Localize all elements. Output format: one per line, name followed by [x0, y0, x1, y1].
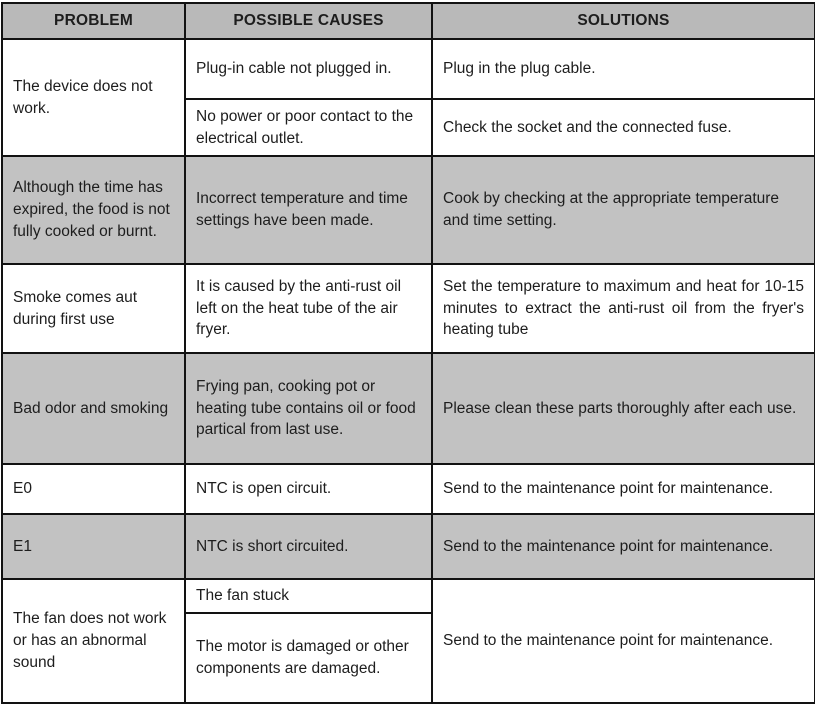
cell-solution: Set the temperature to maximum and heat for 10-15 minutes to extract the anti-rust oil from the fryer's heating tube [432, 264, 815, 353]
cell-problem: Smoke comes aut during first use [2, 264, 185, 353]
cell-solution: Send to the maintenance point for maintenance. [432, 514, 815, 579]
cell-solution: Send to the maintenance point for maintenance. [432, 464, 815, 514]
cell-problem: Bad odor and smoking [2, 353, 185, 464]
table-row [2, 579, 815, 613]
cell-cause: No power or poor contact to the electrical outlet. [185, 99, 432, 156]
cell-solution: Check the socket and the connected fuse. [432, 99, 815, 156]
cell-solution: Send to the maintenance point for maintenance. [432, 579, 815, 703]
cell-cause: Plug-in cable not plugged in. [185, 39, 432, 99]
table-row [2, 464, 815, 514]
cell-cause: NTC is open circuit. [185, 464, 432, 514]
header-problem: PROBLEM [2, 3, 185, 39]
cell-problem: E1 [2, 514, 185, 579]
header-solutions: SOLUTIONS [432, 3, 815, 39]
troubleshooting-table [1, 2, 815, 704]
cell-solution: Plug in the plug cable. [432, 39, 815, 99]
cell-cause: Incorrect temperature and time settings have been made. [185, 156, 432, 264]
table-row [2, 353, 815, 464]
header-possible-causes: POSSIBLE CAUSES [185, 3, 432, 39]
cell-cause: Frying pan, cooking pot or heating tube contains oil or food partical from last use. [185, 353, 432, 464]
table-row [2, 156, 815, 264]
cell-problem: The fan does not work or has an abnormal sound [2, 579, 185, 703]
cell-cause: NTC is short circuited. [185, 514, 432, 579]
cell-cause: It is caused by the anti-rust oil left on the heat tube of the air fryer. [185, 264, 432, 353]
table-row [2, 514, 815, 579]
table-row [2, 264, 815, 353]
cell-cause: The motor is damaged or other components are damaged. [185, 613, 432, 703]
cell-solution: Cook by checking at the appropriate temperature and time setting. [432, 156, 815, 264]
header-row [2, 3, 815, 39]
cell-problem: Although the time has expired, the food is not fully cooked or burnt. [2, 156, 185, 264]
cell-problem: The device does not work. [2, 39, 185, 156]
table-row [2, 39, 815, 99]
cell-cause: The fan stuck [185, 579, 432, 613]
table-header [2, 3, 815, 39]
cell-problem: E0 [2, 464, 185, 514]
cell-solution: Please clean these parts thoroughly after each use. [432, 353, 815, 464]
